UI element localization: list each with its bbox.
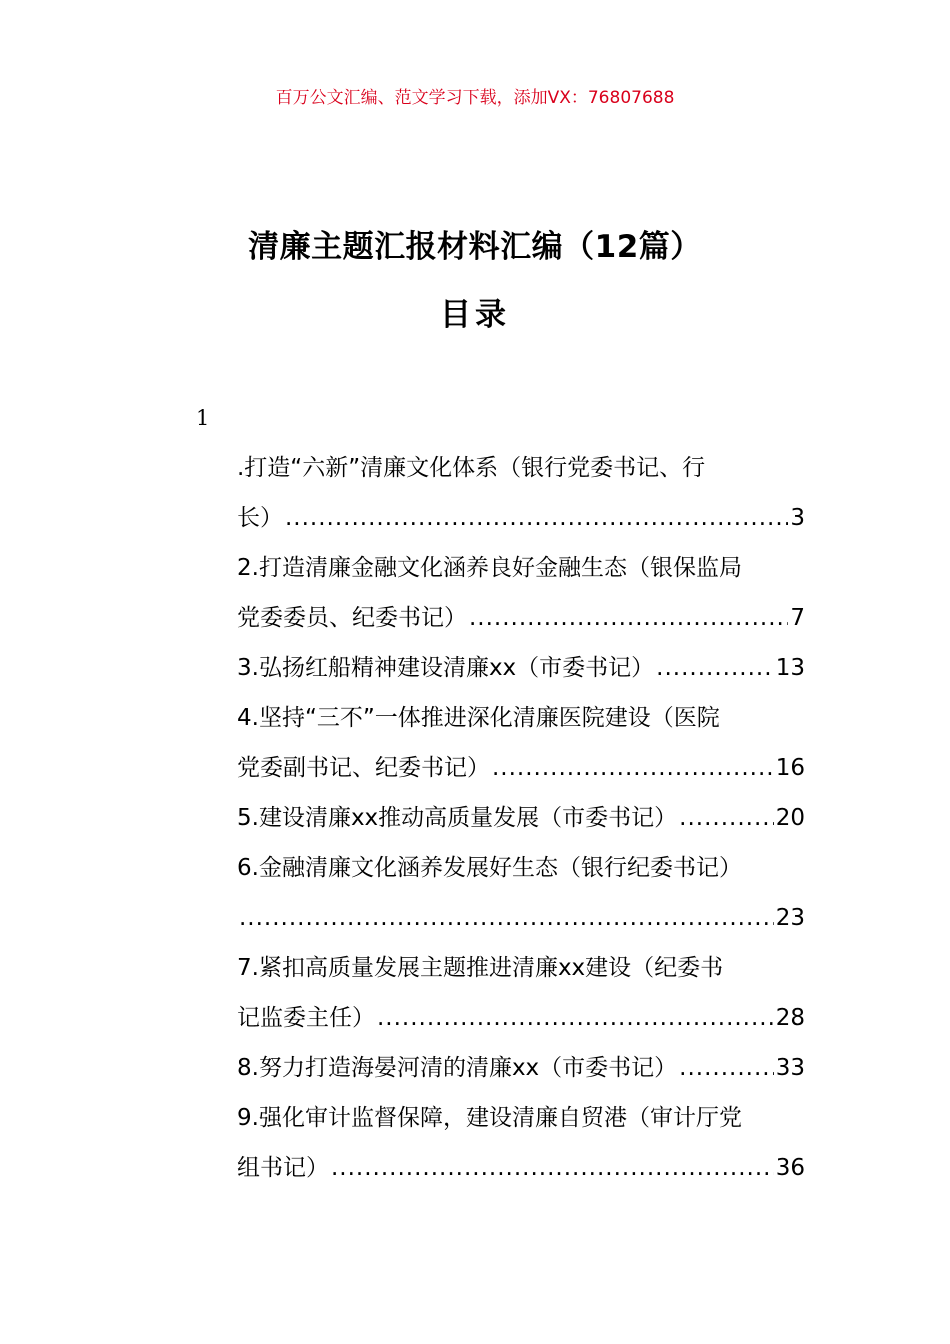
- dot-leader: [239, 893, 774, 943]
- toc-entry-8-line-1: 8.努力打造海晏河清的清廉xx（市委书记）: [237, 1055, 678, 1081]
- dot-leader: [492, 743, 774, 793]
- toc-entry-9-line-2: 组书记）: [237, 1155, 329, 1181]
- toc-entry-2-line-2: 党委委员、纪委书记）: [237, 605, 467, 631]
- dot-leader: [656, 643, 774, 693]
- document-title: 清廉主题汇报材料汇编（12篇）: [248, 229, 702, 265]
- toc-entry-4-line-1: 4.坚持“三不”一体推进深化清廉医院建设（医院: [237, 705, 720, 731]
- toc-entry-5-line-1: 5.建设清廉xx推动高质量发展（市委书记）: [237, 805, 678, 831]
- dot-leader: [469, 593, 788, 643]
- toc-entry-1-line-1: .打造“六新”清廉文化体系（银行党委书记、行: [237, 455, 706, 481]
- toc-entry-3-line-1: 3.弘扬红船精神建设清廉xx（市委书记）: [237, 655, 655, 681]
- dot-leader: [679, 1043, 774, 1093]
- toc-entry-7-line-2: 记监委主任）: [237, 1005, 375, 1031]
- toc-entry-7-line-1: 7.紧扣高质量发展主题推进清廉xx建设（纪委书: [237, 955, 724, 981]
- watermark-banner: 百万公文汇编、范文学习下载，添加VX：76807688: [275, 88, 675, 108]
- toc-entry-5[interactable]: [237, 793, 805, 843]
- toc-entry-2-line-1: 2.打造清廉金融文化涵养良好金融生态（银保监局: [237, 555, 742, 581]
- toc-entry-1[interactable]: [237, 493, 805, 543]
- toc-entry-9[interactable]: [237, 1143, 805, 1193]
- toc-entry-8-page: 33: [775, 1055, 805, 1081]
- toc-entry-1-line-2: 长）: [237, 505, 283, 531]
- dot-leader: [331, 1143, 774, 1193]
- table-of-contents: [237, 443, 805, 1193]
- dot-leader: [377, 993, 774, 1043]
- toc-entry-2[interactable]: [237, 593, 805, 643]
- toc-entry-9-page: 36: [775, 1155, 805, 1181]
- section-number: 1: [196, 406, 210, 430]
- toc-entry-3-page: 13: [775, 655, 805, 681]
- toc-entry-9-line-1: 9.强化审计监督保障，建设清廉自贸港（审计厅党: [237, 1105, 742, 1131]
- toc-entry-6-page: 23: [775, 905, 805, 931]
- toc-entry-4[interactable]: [237, 743, 805, 793]
- toc-entry-5-page: 20: [775, 805, 805, 831]
- toc-entry-3[interactable]: [237, 643, 805, 693]
- toc-entry-4-line-2: 党委副书记、纪委书记）: [237, 755, 490, 781]
- toc-heading: 目录: [440, 297, 510, 333]
- toc-entry-6-line-1: 6.金融清廉文化涵养发展好生态（银行纪委书记）: [237, 855, 742, 881]
- toc-entry-1-page: 3: [790, 505, 805, 531]
- toc-entry-2-page: 7: [790, 605, 805, 631]
- dot-leader: [679, 793, 774, 843]
- dot-leader: [285, 493, 788, 543]
- toc-entry-4-page: 16: [775, 755, 805, 781]
- toc-entry-6[interactable]: [237, 893, 805, 943]
- toc-entry-8[interactable]: [237, 1043, 805, 1093]
- toc-entry-7-page: 28: [775, 1005, 805, 1031]
- toc-entry-7[interactable]: [237, 993, 805, 1043]
